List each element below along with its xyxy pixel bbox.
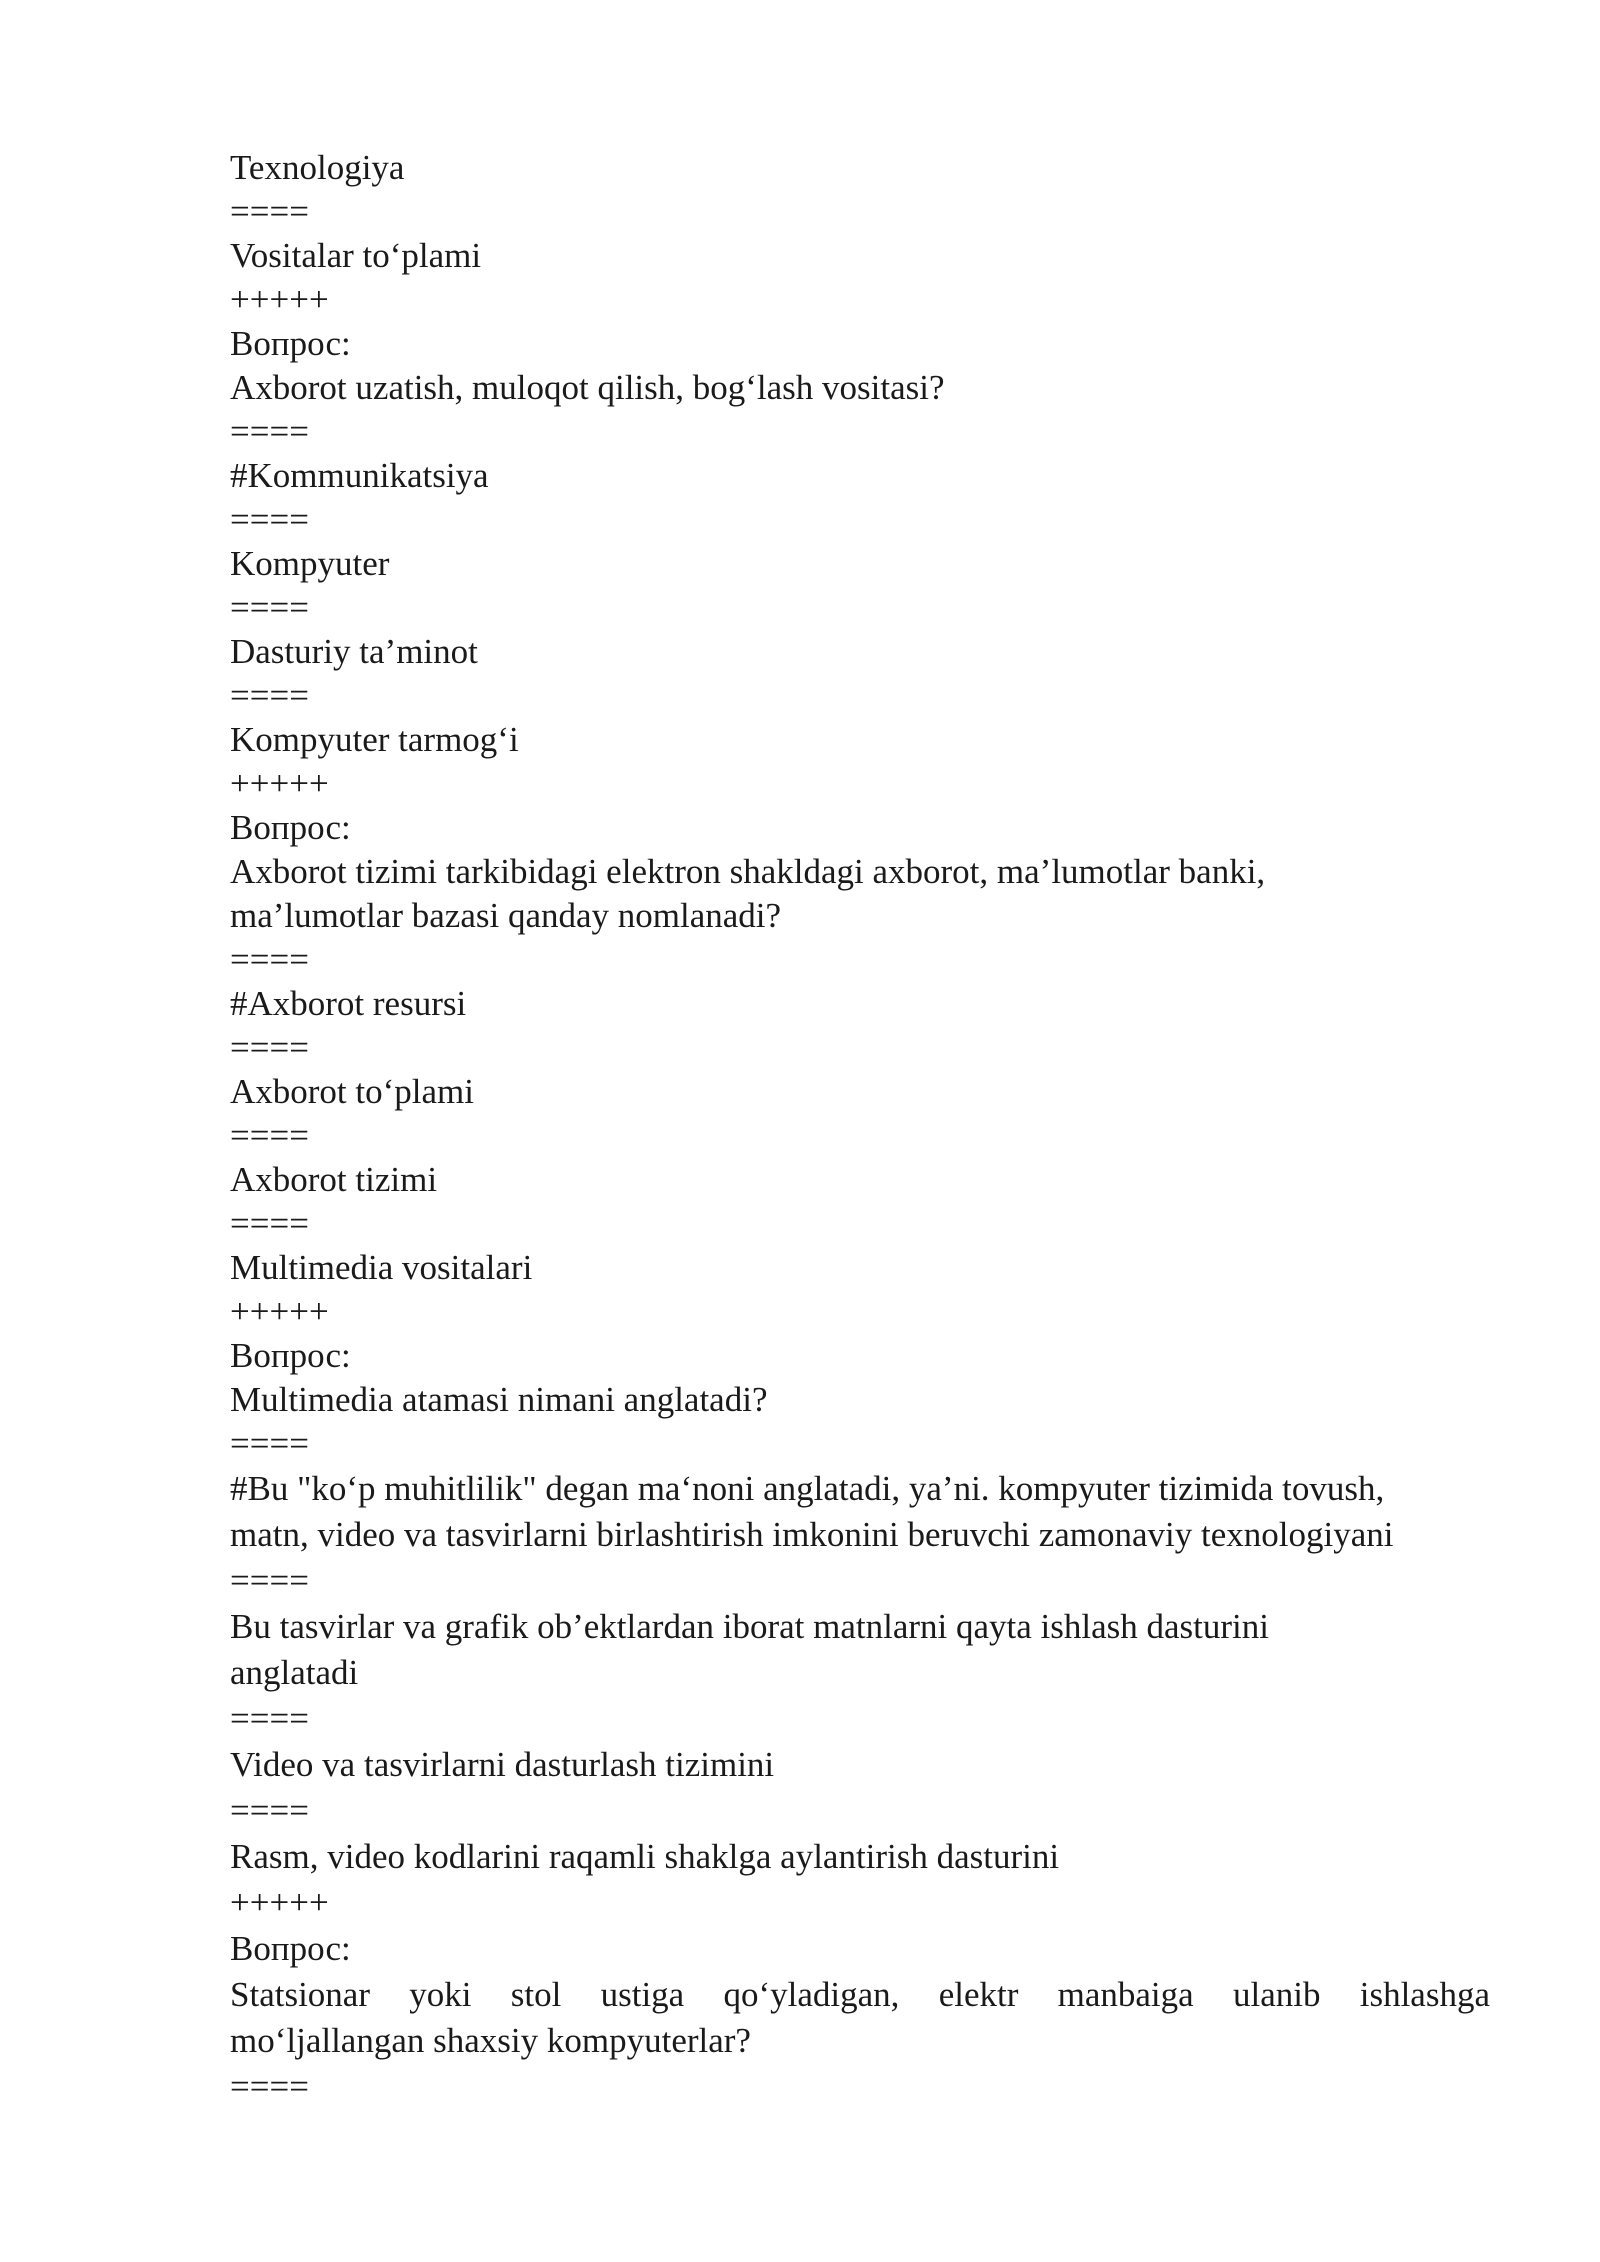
doc-line: Rasm, video kodlarini raqamli shaklga aylantirish dasturini — [230, 1837, 1060, 1876]
doc-line: ==== — [230, 1561, 309, 1600]
doc-line: Axborot to‘plami — [230, 1072, 474, 1111]
doc-line: Axborot uzatish, muloqot qilish, bog‘lash vositasi? — [230, 368, 945, 407]
doc-line: Vositalar to‘plami — [230, 236, 482, 275]
doc-line: ==== — [230, 940, 309, 979]
doc-line: Kompyuter — [230, 544, 390, 583]
doc-line: Axborot tizimi tarkibidagi elektron shakldagi axborot, ma’lumotlar banki, — [230, 852, 1266, 891]
doc-line: ==== — [230, 588, 309, 627]
doc-line: ma’lumotlar bazasi qanday nomlanadi? — [230, 896, 782, 935]
doc-line: ==== — [230, 2067, 309, 2106]
doc-line: Вопрос: — [230, 324, 351, 363]
doc-line: ==== — [230, 676, 309, 715]
doc-line: ==== — [230, 192, 309, 231]
document-page — [230, 146, 1490, 2110]
doc-line: +++++ — [230, 280, 329, 319]
doc-line: mo‘ljallangan shaxsiy kompyuterlar? — [230, 2021, 751, 2060]
doc-line: ==== — [230, 1424, 309, 1463]
doc-line: #Bu "ko‘p muhitlilik" degan ma‘noni anglatadi, ya’ni. kompyuter tizimida tovush, — [230, 1469, 1385, 1508]
doc-line: +++++ — [230, 1883, 329, 1922]
doc-line: #Kommunikatsiya — [230, 456, 489, 495]
doc-line: Axborot tizimi — [230, 1160, 438, 1199]
doc-line: Dasturiy ta’minot — [230, 632, 478, 671]
doc-line: ==== — [230, 500, 309, 539]
doc-line: matn, video va tasvirlarni birlashtirish imkonini beruvchi zamonaviy texnologiyani — [230, 1515, 1394, 1554]
doc-line: ==== — [230, 412, 309, 451]
doc-line: Kompyuter tarmog‘i — [230, 720, 519, 759]
doc-line: #Axborot resursi — [230, 984, 467, 1023]
doc-line: +++++ — [230, 764, 329, 803]
doc-line: Multimedia atamasi nimani anglatadi? — [230, 1380, 768, 1419]
doc-line: Multimedia vositalari — [230, 1248, 533, 1287]
doc-line: Texnologiya — [230, 148, 405, 187]
doc-line: Video va tasvirlarni dasturlash tizimini — [230, 1745, 775, 1784]
doc-line: Statsionar yoki stol ustiga qo‘yladigan, elektr manbaiga ulanib ishlashga — [230, 1975, 1490, 2014]
doc-line: Bu tasvirlar va grafik ob’ektlardan iborat matnlarni qayta ishlash dasturini — [230, 1607, 1269, 1646]
doc-line: Вопрос: — [230, 808, 351, 847]
doc-line: Вопрос: — [230, 1336, 351, 1375]
doc-line: Вопрос: — [230, 1929, 351, 1968]
doc-line: anglatadi — [230, 1653, 359, 1692]
doc-line: ==== — [230, 1028, 309, 1067]
doc-line: +++++ — [230, 1292, 329, 1331]
doc-line: ==== — [230, 1791, 309, 1830]
doc-line: ==== — [230, 1204, 309, 1243]
doc-line: ==== — [230, 1116, 309, 1155]
doc-line: ==== — [230, 1699, 309, 1738]
